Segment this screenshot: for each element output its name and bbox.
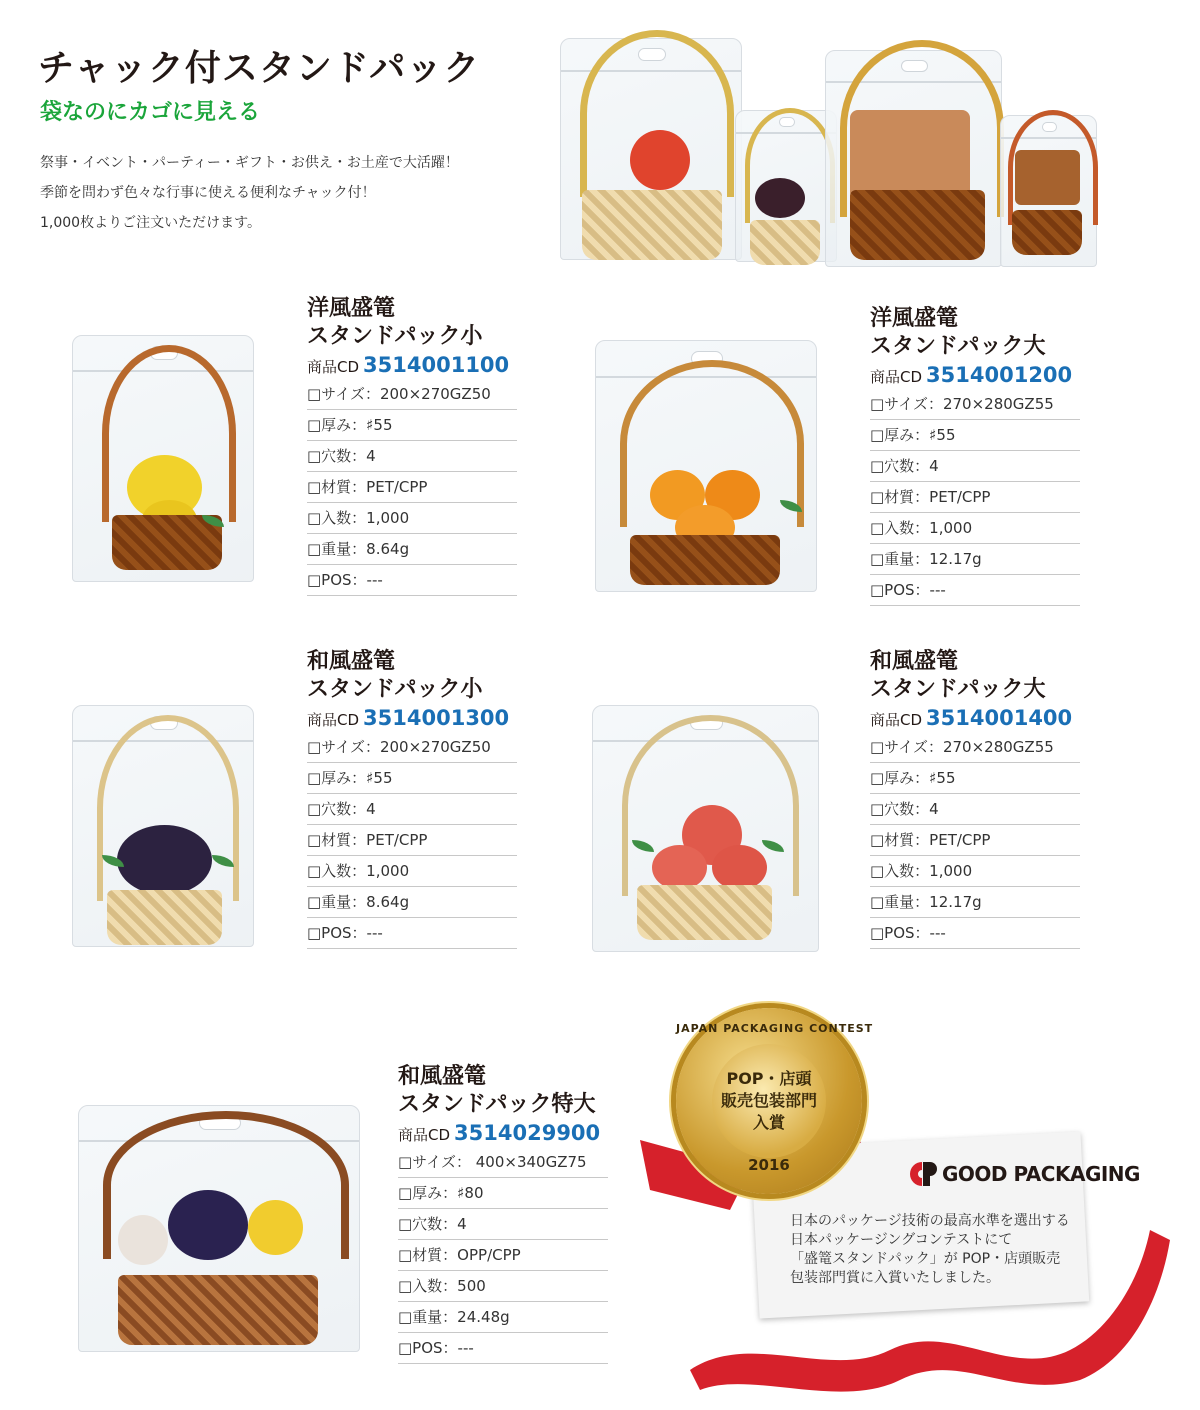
product-code-row: [398, 1121, 608, 1147]
product-name-line1: 和風盛篭: [307, 649, 396, 674]
product-code-label: 商品CD: [870, 368, 923, 386]
medal-line1: POP・店頭: [726, 1069, 812, 1088]
product-code-row: [307, 706, 517, 732]
spec-size: □サイズ： 400×340GZ75: [398, 1147, 608, 1178]
spec-thickness: □厚み：♯55: [307, 410, 517, 441]
spec-weight: □重量：8.64g: [307, 534, 517, 565]
spec-weight: □重量：8.64g: [307, 887, 517, 918]
spec-holes: □穴数：4: [398, 1209, 608, 1240]
spec-thickness: □厚み：♯55: [870, 763, 1080, 794]
product-name-line2: スタンドパック大: [870, 334, 1046, 359]
medal-arc-text: JAPAN PACKAGING CONTEST: [676, 1022, 874, 1035]
award-description-line: 日本のパッケージ技術の最高水準を選出する: [790, 1213, 1070, 1229]
product-photo: [72, 705, 252, 945]
logo-text: GOOD PACKAGING: [942, 1162, 1140, 1186]
spec-pos: □POS：---: [398, 1333, 608, 1364]
spec-holes: □穴数：4: [307, 794, 517, 825]
product-name-line2: スタンドパック小: [307, 324, 483, 349]
spec-weight: □重量：12.17g: [870, 887, 1080, 918]
product-code: 3514001100: [363, 353, 510, 377]
product-info: [307, 295, 517, 596]
product-name-line2: スタンドパック大: [870, 677, 1046, 702]
spec-weight: □重量：12.17g: [870, 544, 1080, 575]
hero-product-photo: [560, 30, 1100, 270]
product-code-label: 商品CD: [307, 711, 360, 729]
spec-pos: □POS：---: [307, 918, 517, 949]
award-description-line: 「盛篭スタンドパック」が POP・店頭販売: [790, 1251, 1061, 1267]
product-info: [870, 305, 1080, 606]
award-description-line: 包装部門賞に入賞いたしました。: [790, 1270, 1000, 1286]
product-code: 3514029900: [454, 1121, 601, 1145]
spec-pos: □POS：---: [307, 565, 517, 596]
page-title: チャック付スタンドパック: [38, 48, 481, 89]
spec-material: □材質：OPP/CPP: [398, 1240, 608, 1271]
spec-thickness: □厚み：♯55: [307, 763, 517, 794]
spec-size: □サイズ：200×270GZ50: [307, 732, 517, 763]
medal-year: 2016: [748, 1156, 790, 1174]
product-info: [870, 648, 1080, 949]
product-code-row: [870, 706, 1080, 732]
spec-quantity: □入数：1,000: [870, 513, 1080, 544]
product-code: 3514001300: [363, 706, 510, 730]
award-medal: [676, 1008, 874, 1194]
product-info: [398, 1063, 608, 1364]
intro-line: 1,000枚よりご注文いただけます。: [40, 215, 261, 231]
product-photo: [72, 335, 252, 580]
spec-material: □材質：PET/CPP: [870, 482, 1080, 513]
product-code: 3514001400: [926, 706, 1073, 730]
product-name-line1: 和風盛篭: [870, 649, 959, 674]
product-code-label: 商品CD: [398, 1126, 451, 1144]
intro-line: 祭事・イベント・パーティー・ギフト・お供え・お土産で大活躍！: [40, 155, 459, 171]
spec-size: □サイズ：200×270GZ50: [307, 379, 517, 410]
product-photo: [595, 340, 815, 590]
product-name-line1: 洋風盛篭: [870, 306, 959, 331]
product-code-row: [870, 363, 1080, 389]
spec-pos: □POS：---: [870, 575, 1080, 606]
product-code-label: 商品CD: [307, 358, 360, 376]
product-info: [307, 648, 517, 949]
spec-size: □サイズ：270×280GZ55: [870, 389, 1080, 420]
product-name-line1: 和風盛篭: [398, 1064, 487, 1089]
spec-quantity: □入数：1,000: [307, 503, 517, 534]
spec-thickness: □厚み：♯55: [870, 420, 1080, 451]
spec-size: □サイズ：270×280GZ55: [870, 732, 1080, 763]
product-name-line1: 洋風盛篭: [307, 296, 396, 321]
medal-line2: 販売包装部門: [720, 1091, 817, 1110]
product-code: 3514001200: [926, 363, 1073, 387]
spec-material: □材質：PET/CPP: [307, 472, 517, 503]
spec-holes: □穴数：4: [307, 441, 517, 472]
medal-line3: 入賞: [752, 1113, 785, 1132]
spec-holes: □穴数：4: [870, 451, 1080, 482]
page-subtitle: 袋なのにカゴに見える: [40, 100, 261, 125]
spec-weight: □重量：24.48g: [398, 1302, 608, 1333]
spec-pos: □POS：---: [870, 918, 1080, 949]
award-description-line: 日本パッケージングコンテストにて: [790, 1232, 1013, 1248]
product-photo: [78, 1105, 358, 1350]
product-name-line2: スタンドパック小: [307, 677, 483, 702]
product-photo: [592, 705, 817, 950]
product-code-label: 商品CD: [870, 711, 923, 729]
spec-material: □材質：PET/CPP: [870, 825, 1080, 856]
product-name-line2: スタンドパック特大: [398, 1092, 596, 1117]
spec-quantity: □入数：1,000: [307, 856, 517, 887]
product-code-row: [307, 353, 517, 379]
spec-quantity: □入数：500: [398, 1271, 608, 1302]
spec-quantity: □入数：1,000: [870, 856, 1080, 887]
spec-material: □材質：PET/CPP: [307, 825, 517, 856]
spec-holes: □穴数：4: [870, 794, 1080, 825]
spec-thickness: □厚み：♯80: [398, 1178, 608, 1209]
gp-logo-icon: [908, 1160, 938, 1188]
intro-line: 季節を問わず色々な行事に使える便利なチャック付！: [40, 185, 376, 201]
